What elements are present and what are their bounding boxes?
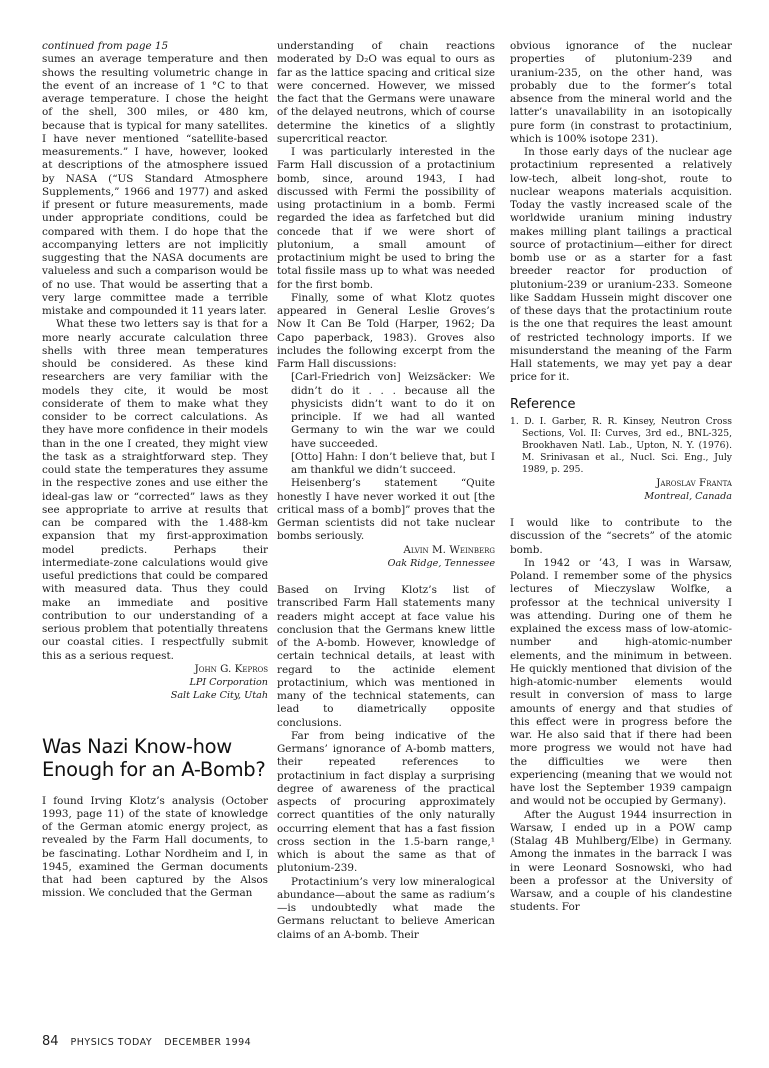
signature-location: Oak Ridge, Tennessee (387, 557, 495, 569)
reference-item: 1. D. I. Garber, R. R. Kinsey, Neutron Cross Sections, Vol. II: Curves, 3rd ed., BNL-325, Brookhaven Natl. Lab., Upton, N. Y. (1976). M. Srinivasan et al., Nucl. Sci. Eng., July 1989, p. 295. (510, 415, 732, 476)
paragraph: I found Irving Klotz’s analysis (October 1993, page 11) of the state of knowledge of the German atomic energy project, as revealed by the Farm Hall documents, to be fascinating. Lothar Nordheim and I, in 1945, examined the German documents that had been captured by the Alsos mission. We concluded that the German (42, 794, 268, 900)
paragraph: In 1942 or ’43, I was in Warsaw, Poland. I remember some of the physics lectures of Mieczyslaw Wolfke, a professor at the technical university I was attending. During one of them he explained the excess mass of low-atomic-number and high-atomic-number elements, and the minimum in between. He quickly mentioned that division of the high-atomic-number elements would result in conversion of mass to large amounts of energy and that studies of this effect were in progress before the war. He also said that if there had been more progress we would not have had the difficulties we were then experiencing (meaning that we would not have lost the September 1939 campaign and would not be occupied by Germany). (510, 556, 732, 808)
column-1 (42, 40, 268, 901)
letter-signature: John G. Kepros (194, 662, 268, 675)
page-number: 84 (42, 1034, 59, 1049)
column-3 (510, 40, 732, 915)
paragraph: I was particularly interested in the Farm Hall discussion of a protactinium bomb, since, around 1943, I had discussed with Fermi the possibility of using protactinium in a bomb. Fermi regarded the idea as farfetched but did concede that if we were short of plutonium, a small amount of protactinium might be used to bring the total fissile mass up to what was needed for the first bomb. (277, 146, 495, 291)
paragraph: Protactinium’s very low mineralogical abundance—about the same as radium’s—is undoubtedly what made the Germans reluctant to believe American claims of an A-bomb. Their (277, 875, 495, 941)
signature-affiliation: LPI Corporation (189, 677, 268, 688)
block-quote: [Carl-Friedrich von] Weizsäcker: We didn’t do it . . . because all the physicists didn’t want to do it on principle. If we had all wanted Germany to win the war we could have succeeded. (291, 371, 495, 450)
column-2 (277, 40, 495, 942)
journal-name: PHYSICS TODAY (70, 1037, 153, 1048)
letter-signature: Jaroslav Franta (656, 476, 732, 489)
issue-date: DECEMBER 1994 (164, 1037, 252, 1048)
signature-location: Salt Lake City, Utah (170, 690, 268, 702)
paragraph: sumes an average temperature and then shows the resulting volumetric change in the event of an increase of 1 °C to that average temperature. I chose the height of the shell, 300 miles, or 480 km, because that is typical for many satellites. I have never mentioned “satellite-based measurements.” I have, however, looked at descriptions of the atmosphere issued by NASA (“US Standard Atmosphere Supplements,” 1966 and 1977) and asked if present or future measurements, made under appropriate conditions, could be compared with them. I do hope that the accompanying letters are not implicitly suggesting that the NASA documents are valueless and such a comparison would be of no use. That would be asserting that a very large committee made a terrible mistake and compounded it 11 years later. (42, 53, 268, 317)
letter-signature: Alvin M. Weinberg (403, 543, 495, 556)
paragraph: I would like to contribute to the discussion of the “secrets” of the atomic bomb. (510, 517, 732, 556)
block-quote: [Otto] Hahn: I don’t believe that, but I am thankful we didn’t succeed. (291, 450, 495, 476)
paragraph: obvious ignorance of the nuclear properties of plutonium-239 and uranium-235, on the other hand, was probably due to the former’s total absence from the mineral world and the latter’s unavailability in an isotopically pure form (in constrast to protactinium, which is 100% isotope 231). (510, 40, 732, 145)
page-footer (42, 1034, 251, 1049)
letters-heading: Was Nazi Know-how Enough for an A-Bomb? (42, 734, 266, 781)
paragraph: understanding of chain reactions moderated by D₂O was equal to ours as far as the lattice spacing and critical size were concerned. However, we missed the fact that the Germans were unaware of the delayed neutrons, which of course determine the kinetics of a slightly supercritical reactor. (277, 40, 495, 145)
signature-location: Montreal, Canada (644, 490, 732, 502)
paragraph: What these two letters say is that for a more nearly accurate calculation three shells with three mean temperatures should be considered. As these kind researchers are very familiar with the models they cite, it would be most considerate of them to make what they consider to be correct calculations. As they have more confidence in their models than in the one I created, they might view the task as a straightforward step. They could state the temperatures they assume in the respective zones and use either the ideal-gas law or “corrected” laws as they see appropriate to arrive at results that can be compared with the 1.488-km expansion that my first-approximation model predicts. Perhaps their intermediate-zone calculations would give useful predictions that could be compared with measured data. Thus they could make an immediate and positive contribution to our understanding of a serious problem that potentially threatens our coastal cities. I respectfully submit this as a serious request. (42, 318, 268, 662)
paragraph: Heisenberg’s statement “Quite honestly I have never worked it out [the critical mass of a bomb]” proves that the German scientists did not take nuclear bombs seriously. (277, 477, 495, 543)
paragraph: In those early days of the nuclear age protactinium represented a relatively low-tech, albeit long-shot, route to nuclear weapons materials acquisition. Today the vastly increased scale of the worldwide uranium mining industry makes milling plant tailings a practical source of protactinium—either for direct bomb use or as a starter for a fast breeder reactor for production of plutonium-239 or uranium-233. Someone like Saddam Hussein might discover one of these days that the protactinium route is the one that requires the least amount of restricted technology imports. If we misunderstand the meaning of the Farm Hall statements, we may yet pay a dear price for it. (510, 146, 732, 384)
reference-heading: Reference (510, 396, 576, 412)
paragraph: Finally, some of what Klotz quotes appeared in General Leslie Groves’s Now It Can Be Told (Harper, 1962; Da Capo paperback, 1983). Groves also includes the following excerpt from the Farm Hall discussions: (277, 291, 495, 370)
paragraph: After the August 1944 insurrection in Warsaw, I ended up in a POW camp (Stalag 4B Muhlberg/Elbe) in Germany. Among the inmates in the barrack I was in were Leonard Sosnowski, who had been a professor at the University of Warsaw, and a couple of his clandestine students. For (510, 808, 732, 914)
paragraph: Far from being indicative of the Germans’ ignorance of A-bomb matters, their repeated references to protactinium in fact display a surprising degree of awareness of the practical aspects of procuring approximately correct quantities of the only naturally occurring element that has a fast fission cross section in the 1.5-barn range,¹ which is about the same as that of plutonium-239. (277, 729, 495, 875)
continued-note: continued from page 15 (42, 40, 169, 52)
paragraph: Based on Irving Klotz’s list of transcribed Farm Hall statements many readers might accept at face value his conclusion that the Germans knew little of the A-bomb. However, knowledge of certain technical details, at least with regard to the actinide element protactinium, which was mentioned in many of the technical statements, can lead to diametrically opposite conclusions. (277, 584, 495, 729)
